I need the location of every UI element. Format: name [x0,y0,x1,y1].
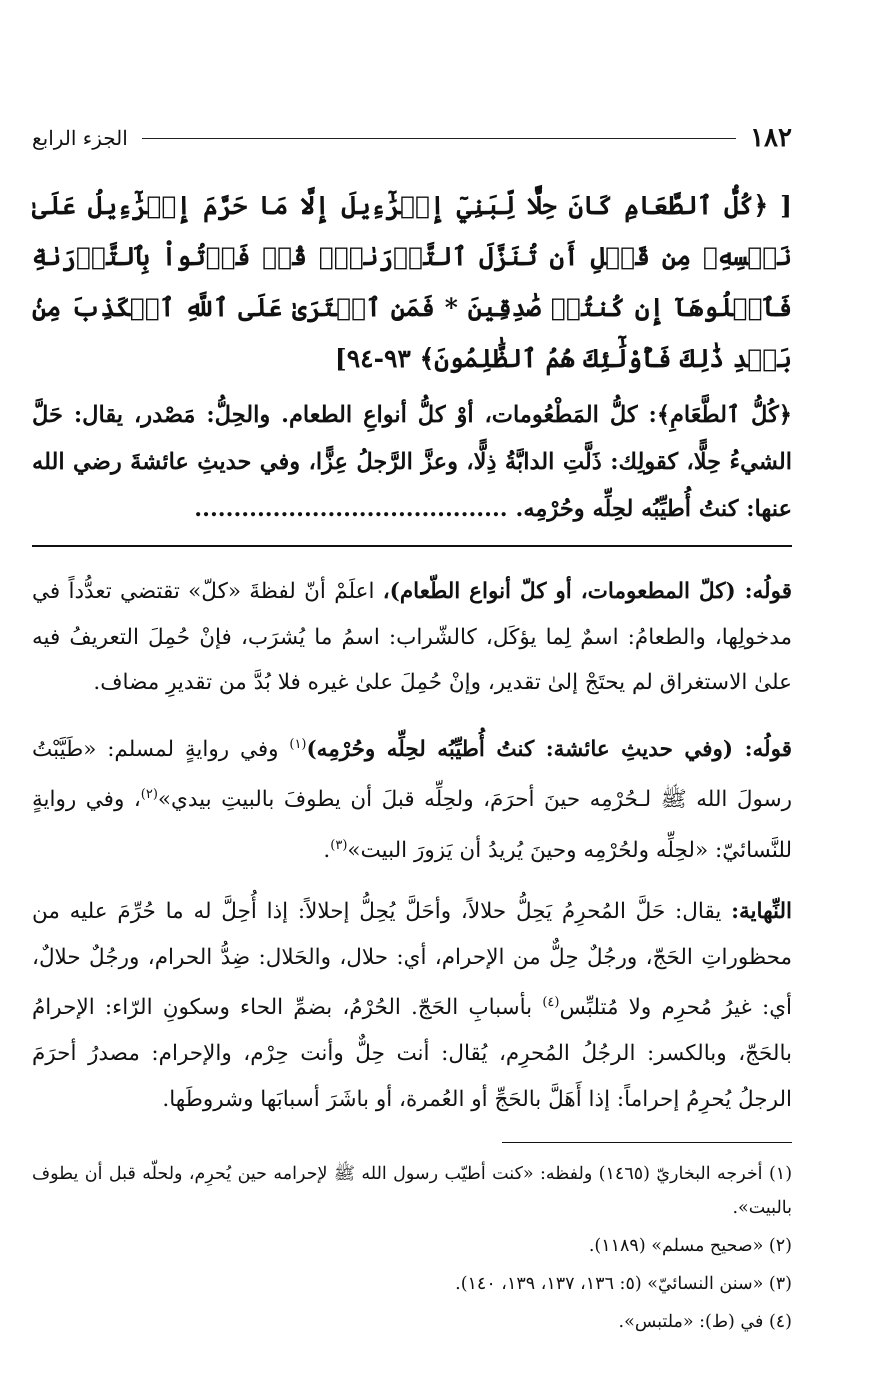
commentary-paragraph-3 [32,889,792,1122]
commentary-text: . [323,837,331,863]
footnote-ref: (٤) [542,995,560,1011]
commentary-lead: قولُه: (كلّ المطعومات، أو كلّ أنواع الطّعام)، [382,579,792,604]
page-number: ١٨٢ [750,123,792,153]
commentary-text: ، وفي روايةٍ للنَّسائيّ: «لحِلِّه ولحُرْمِه وحينَ يُريدُ أن يَزورَ البيت» [32,787,792,863]
tafsir-dots: ........................................ [194,496,508,522]
commentary-paragraph-2 [32,722,792,874]
footnote-separator [502,1142,792,1143]
commentary-lead: قولُه: (وفي حديثِ عائشة: كنتُ أُطيِّبُه لحِلِّه وحُرْمِه) [306,736,792,762]
commentary-text: اعلَمْ أنّ لفظةَ «كلّ» تقتضي تعدُّداً في مدخولِها، والطعامُ: اسمٌ لِما يؤكَل، كالشّراب: اسمُ ما يُشرَب، فإنْ حُمِلَ التعريفُ فيه علىٰ الاستغراق لم يحتَجْ إلىٰ تقدير، وإنْ حُمِلَ علىٰ غيره فلا بُدَّ من تقديرِ مضاف. [32,579,792,695]
commentary-text: وفي روايةٍ لمسلم: «طَيَّبْتُ رسولَ الله ﷺ لـحُرْمِه حينَ أحرَمَ، ولحِلِّه قبلَ أن يطوفَ بالبيتِ بيدي» [32,736,792,813]
footnote-ref: (١) [289,736,307,752]
header-rule [142,138,736,139]
commentary-text: يقال: حَلَّ المُحرِمُ يَحِلُّ حلالاً، وأحَلَّ يُحِلُّ إحلالاً: إذا أُحِلَّ له ما حُرِّمَ عليه من محظوراتِ الحَجّ، ورجُلٌ حِلٌّ من الإحرام، أي: حلال، والحَلال: ضِدُّ الحرام، ورجُلٌ حلالٌ، أي: غيرُ مُحرِم ولا مُتلبِّس [32,899,792,1021]
tafsir-lead: ﴿كُلُّ ٱلطَّعَامِ﴾ [656,402,792,428]
quran-open-bracket: [ [780,191,792,220]
footnote-ref: (٣) [330,837,348,853]
main-separator [32,545,792,547]
commentary-lead: النِّهاية: [731,899,792,925]
footnote-item: (٢) «صحيح مسلم» (١١٨٩). [588,1236,792,1257]
tafsir-body: : كلُّ المَطْعُومات، أوْ كلُّ أنواعِ الطعام. والحِلُّ: مَصْدر، يقال: حَلَّ الشيءُ حِلًّا، كقولِك: ذَلَّتِ الدابَّةُ ذِلًّا، وعزَّ الرَّجلُ عِزًّا، وفي حديثِ عائشةَ رضي الله عنها: كنتُ أُطيِّبُه لحِلِّه وحُرْمِه. [32,402,792,522]
footnote-item: (٤) في (ط): «ملتبس». [618,1312,792,1333]
quran-verse-block [32,180,792,384]
quran-verse-ref: ٩٣-٩٤] [334,344,411,373]
footnotes [32,1157,792,1339]
commentary-text: بأسبابِ الحَجّ. الحُرْمُ، بضمِّ الحاء وسكونِ الرّاء: الإحرامُ بالحَجّ، وبالكسر: الرجُلُ المُحرِم، يُقال: أنت حِلٌّ وأنت حِرْم، والإحرام: مصدرُ أحرَمَ الرجلُ يُحرِمُ إحراماً: إذا أَهَلَّ بالحَجِّ أو العُمرة، أو باشَرَ أسبابَها وشروطَها. [32,995,792,1112]
document-page [32,118,792,1343]
commentary-paragraph-1 [32,569,792,706]
footnote-item: (١) أخرجه البخاريّ (١٤٦٥) ولفظه: «كنت أطيّب رسول الله ﷺ لإحرامه حين يُحرِم، ولحلّه قبل أن يطوف بالبيت». [32,1164,793,1219]
running-head: الجزء الرابع [32,126,128,150]
quran-verse-text: ﴿كُلُّ ٱلطَّعَامِ كَانَ حِلًّا لِّبَنِيٓ إِسۡرَٰٓءِيلَ إِلَّا مَا حَرَّمَ إِسۡرَٰٓءِيلُ عَلَىٰ نَفۡسِهِۦ مِن قَبۡلِ أَن تُنَزَّلَ ٱلتَّوۡرَىٰةُۚ قُلۡ فَأۡتُواْ بِٱلتَّوۡرَىٰةِ فَٱتۡلُوهَآ إِن كُنتُمۡ صَٰدِقِينَ * فَمَنِ ٱفۡتَرَىٰ عَلَى ٱللَّهِ ٱلۡكَذِبَ مِنۢ بَعۡدِ ذَٰلِكَ فَأُوْلَٰٓئِكَ هُمُ ٱلظَّٰلِمُونَ﴾ [32,191,792,373]
tafsir-text [32,392,792,533]
page-header [32,118,792,158]
footnote-ref: (٢) [140,787,158,803]
footnote-item: (٣) «سنن النسائيّ» (٥: ١٣٦، ١٣٧، ١٣٩، ١٤٠). [455,1274,792,1295]
